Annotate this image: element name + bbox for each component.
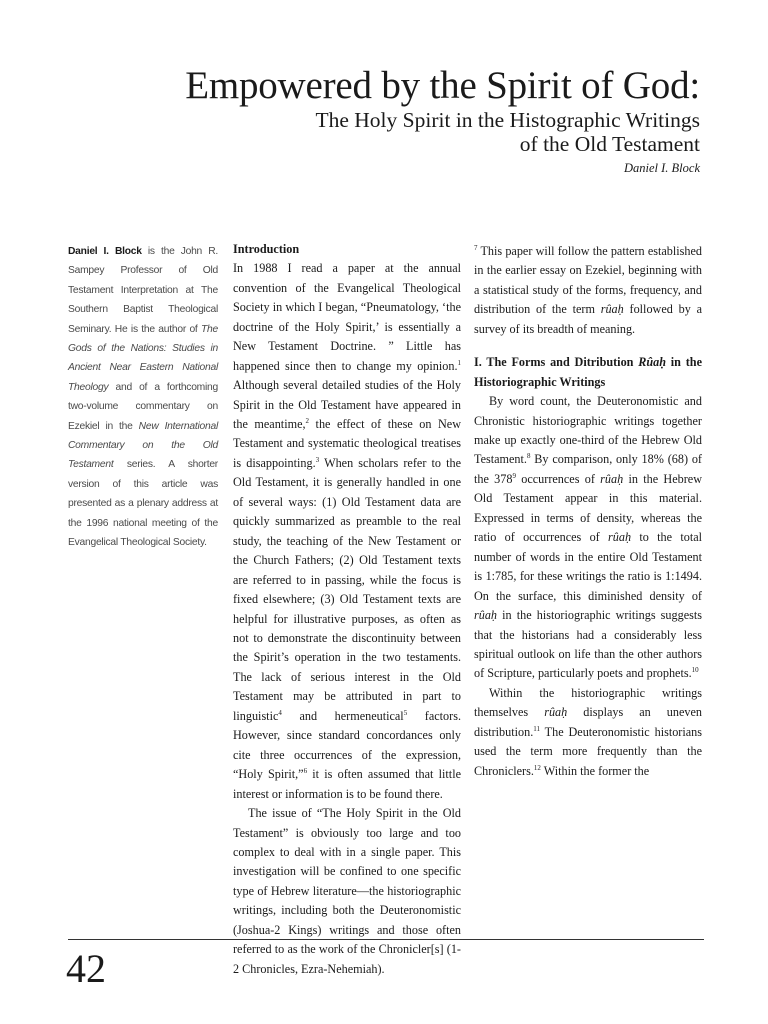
footnote-ref[interactable]: 8 bbox=[526, 452, 531, 461]
bio-book-title: The Gods of the Nations: Studies in Ancient Near Eastern National Theology bbox=[68, 323, 218, 393]
article-column-1 bbox=[233, 240, 461, 979]
footnote-ref[interactable]: 11 bbox=[533, 724, 540, 733]
bio-text: and of a forthcoming two-volume commentary on Ezekiel in the bbox=[68, 381, 218, 432]
paragraph: In 1988 I read a paper at the annual convention of the Evangelical Theological Society in which I began, “Pneumatology, ‘the doctrine of the Holy Spirit,’ is essentially a New Testament Doctrine. ” Little has happened since then to change my opinion.$^1$ Although several detailed studies of the Holy Spirit in the Old Testament have appeared in the meantime,$^2$ the effect of these on New Testament and systematic theological treatises is disappointing.$^3$ When scholars refer to the Old Testament, it is generally handled in one of several ways: (1) Old Testament data are quickly summarized as preamble to the real study, the teaching of the New Testament or the Church Fathers; (2) Old Testament texts are referred to in passing, while the focus is fixed elsewhere; (3) Old Testament texts are helpful for illustrative purposes, as often as not to demonstrate the discontinuity between the Spirit’s operation in the two testaments. The lack of serious interest in the Old Testament may be attributed in part to linguistic$^4$ and hermeneutical$^5$ factors. However, since standard concordances only cite three occurrences of the expression, “Holy Spirit,”$^6$ it is often assumed that little interest or information is to be found there. bbox=[233, 261, 462, 801]
term-ruah: rûaḥ bbox=[600, 302, 624, 317]
page-number: 42 bbox=[66, 946, 106, 991]
footnote-ref[interactable]: 6 bbox=[303, 767, 308, 776]
footnote-ref[interactable]: 5 bbox=[403, 708, 408, 717]
bio-text: is the John R. Sampey Professor of Old Testament Interpretation at The Southern Baptist Theological Seminary. He is the author of bbox=[68, 246, 218, 335]
footnote-ref[interactable]: 9 bbox=[512, 471, 516, 480]
article-subtitle-line2: of the Old Testament bbox=[519, 132, 700, 156]
article-column-2 bbox=[474, 242, 702, 781]
footnote-ref[interactable]: 7 bbox=[474, 244, 478, 252]
term-ruah: rûaḥ bbox=[600, 471, 624, 486]
paragraph: Within the historiographic writings themselves rûaḥ displays an uneven distribution.$^{11}$ The Deuteronomistic historians used the term more frequently than the Chroniclers.$^{12}$ Within the former the bbox=[474, 685, 702, 778]
paragraph: By word count, the Deuteronomistic and Chronistic historiographic writings together make up exactly one-third of the Hebrew Old Testament.$^8$ By comparison, only 18% (68) of the $378^9$ occurrences of rûaḥ in the Hebrew Old Testament appear in this material. Expressed in terms of density, whereas the ratio of occurrences of rûaḥ to the total number of words in the entire Old Testament is 1:785, for these writings the ratio is 1:1494. On the surface, this diminished density of rûaḥ in the historiographic writings suggests that the historians had a considerably less spiritual outlook on life than the other authors of Scripture, particularly poets and prophets.$^{10}$ bbox=[474, 394, 703, 681]
bio-text: series. A shorter version of this article was presented as a plenary address at the 1996 national meeting of the Evangelical Theological Society. bbox=[68, 459, 218, 549]
bio-name: Daniel I. Block bbox=[68, 246, 142, 257]
paragraph: The issue of “The Holy Spirit in the Old Testament” is obviously too large and too complex to deal with in a single paper. This investigation will be confined to one specific type of Hebrew literature—the historiographic writings, including both the Deuteronomistic (Joshua-2 Kings) writings and those often referred to as the work of the Chronicler[s] (1-2 Chronicles, Ezra-Nehemiah). bbox=[233, 806, 461, 976]
footnote-ref[interactable]: 2 bbox=[305, 417, 310, 426]
footnote-ref[interactable]: 10 bbox=[691, 666, 699, 675]
article-title: Empowered by the Spirit of God: bbox=[185, 64, 700, 107]
term-ruah: rûaḥ bbox=[474, 608, 498, 623]
section-heading-forms-distribution: I. The Forms and Ditribution Rûaḥ in the Historiographic Writings bbox=[474, 355, 702, 389]
author-byline: Daniel I. Block bbox=[623, 161, 700, 175]
paragraph-continued: $^7$ This paper will follow the pattern established in the earlier essay on Ezekiel, beginning with a statistical study of the forms, frequency, and distribution of the term rûaḥ followed by a survey of its breadth of meaning. bbox=[474, 244, 702, 336]
title-block bbox=[185, 64, 700, 176]
footnote-ref[interactable]: 4 bbox=[278, 708, 282, 717]
footnote-ref[interactable]: 1 bbox=[457, 358, 461, 367]
author-bio bbox=[68, 242, 218, 553]
footnote-ref[interactable]: 3 bbox=[315, 455, 320, 464]
bio-series-title: New International Commentary on the Old Testament bbox=[68, 420, 218, 471]
term-ruah: rûaḥ bbox=[608, 530, 632, 545]
article-subtitle-line1: The Holy Spirit in the Histographic Writings bbox=[315, 108, 700, 132]
section-heading-introduction: Introduction bbox=[233, 242, 300, 256]
term-ruah: rûaḥ bbox=[544, 705, 568, 720]
footnote-ref[interactable]: 12 bbox=[533, 763, 541, 772]
footer-rule bbox=[68, 939, 704, 940]
